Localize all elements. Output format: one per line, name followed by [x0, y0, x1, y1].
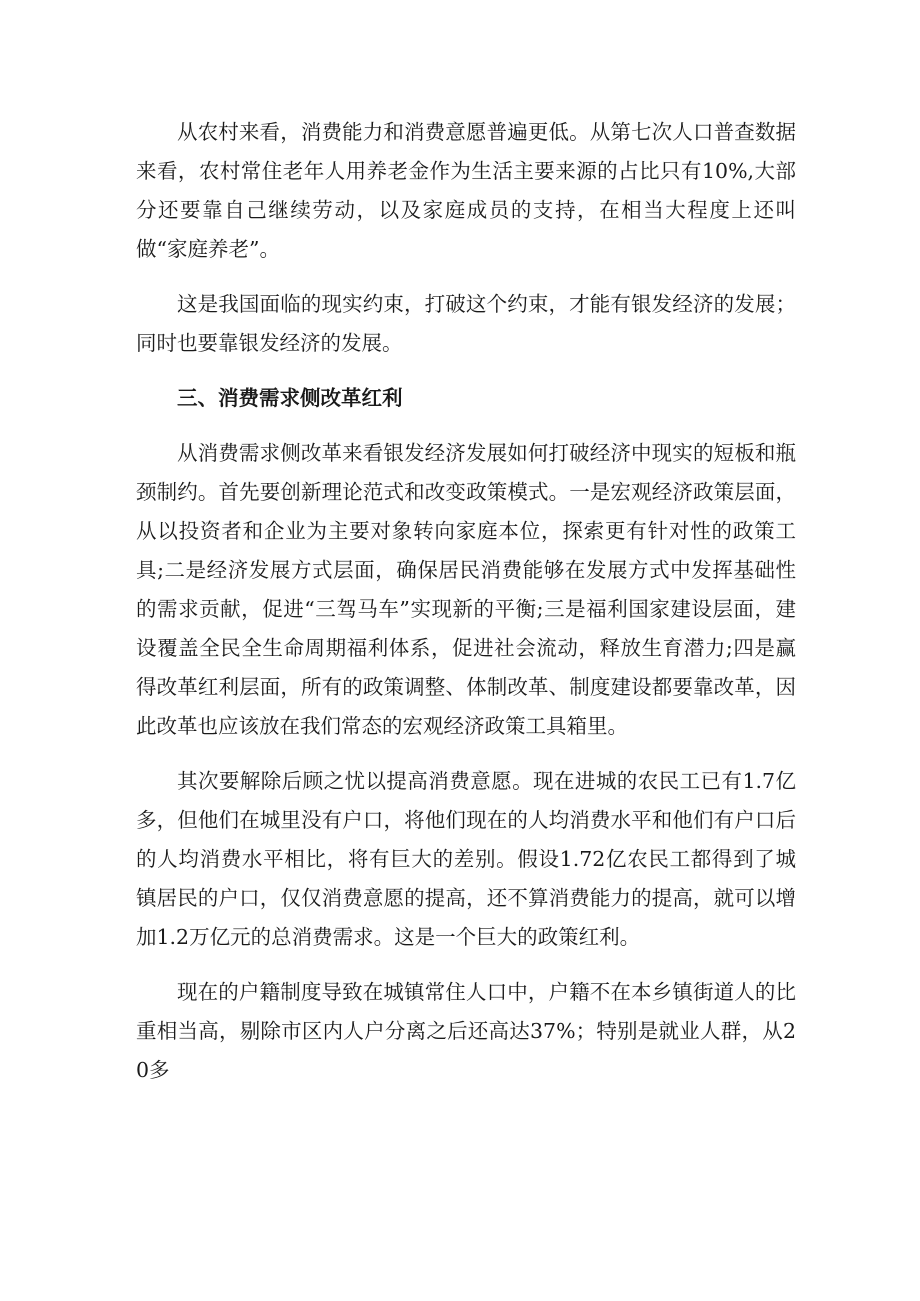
- section-heading: 三、消费需求侧改革红利: [177, 386, 403, 410]
- paragraph-rural-consumption: 从农村来看，消费能力和消费意愿普遍更低。从第七次人口普查数据来看，农村常住老年人用养老金作为生活主要来源的占比只有10%,大部分还要靠自己继续劳动，以及家庭成员的支持，在相当大程度上还叫做“家庭养老”。: [136, 120, 796, 261]
- paragraph-reality-constraint: 这是我国面临的现实约束，打破这个约束，才能有银发经济的发展；同时也要靠银发经济的发展。: [136, 292, 796, 355]
- paragraph-household-registration: 现在的户籍制度导致在城镇常住人口中，户籍不在本乡镇街道人的比重相当高，剔除市区内人户分离之后还高达37%；特别是就业人群，从20多: [136, 980, 796, 1082]
- document-body: [136, 113, 796, 1106]
- paragraph-consumption-willingness: 其次要解除后顾之忧以提高消费意愿。现在进城的农民工已有1.7亿多，但他们在城里没有户口，将他们现在的人均消费水平和他们有户口后的人均消费水平相比，将有巨大的差别。假设1.72亿农民工都得到了城镇居民的户口，仅仅消费意愿的提高，还不算消费能力的提高，就可以增加1.2万亿元的总消费需求。这是一个巨大的政策红利。: [136, 769, 796, 949]
- paragraph-demand-side-reform: 从消费需求侧改革来看银发经济发展如何打破经济中现实的短板和瓶颈制约。首先要创新理论范式和改变政策模式。一是宏观经济政策层面，从以投资者和企业为主要对象转向家庭本位，探索更有针对性的政策工具;二是经济发展方式层面，确保居民消费能够在发展方式中发挥基础性的需求贡献，促进“三驾马车”实现新的平衡;三是福利国家建设层面，建设覆盖全民全生命周期福利体系，促进社会流动，释放生育潜力;四是赢得改革红利层面，所有的政策调整、体制改革、制度建设都要靠改革，因此改革也应该放在我们常态的宏观经济政策工具箱里。: [136, 441, 796, 738]
